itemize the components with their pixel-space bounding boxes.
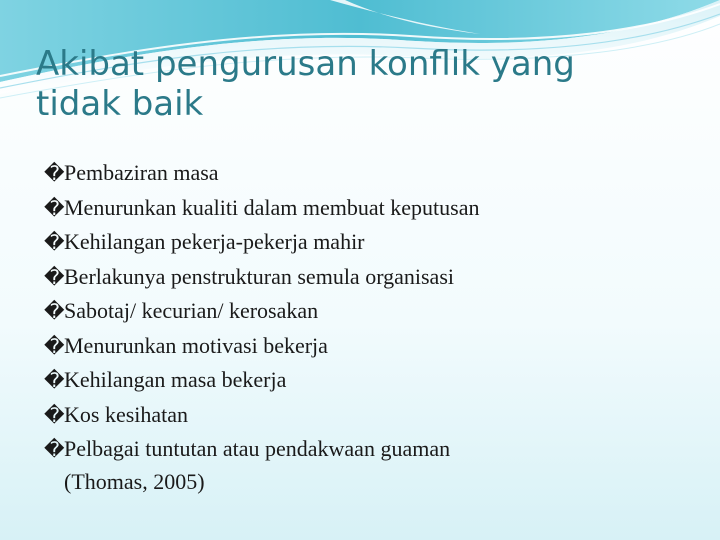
list-item bbox=[44, 329, 684, 364]
bullet-text: Kos kesihatan bbox=[64, 401, 189, 427]
bullet-text: Kehilangan masa bekerja bbox=[64, 367, 287, 392]
list-item bbox=[44, 191, 684, 226]
bullet-glyph-icon: � bbox=[44, 437, 65, 461]
bullet-glyph-icon: � bbox=[44, 368, 65, 392]
list-item bbox=[44, 363, 684, 398]
bullet-glyph-icon: � bbox=[44, 299, 65, 323]
bullet-glyph-icon: � bbox=[44, 230, 65, 254]
list-item bbox=[44, 260, 684, 295]
bullet-glyph-icon: � bbox=[44, 402, 65, 427]
citation-text: (Thomas, 2005) bbox=[64, 468, 205, 494]
bullet-text-with-citation bbox=[64, 432, 450, 497]
bullet-glyph-icon: � bbox=[44, 264, 65, 289]
list-item bbox=[44, 432, 684, 497]
bullet-text: Pembaziran masa bbox=[64, 160, 219, 185]
bullet-list bbox=[44, 156, 684, 497]
slide-title-line-2: tidak baik bbox=[36, 84, 204, 124]
list-item bbox=[44, 156, 684, 191]
bullet-text: Pelbagai tuntutan atau pendakwaan guaman bbox=[64, 436, 451, 461]
bullet-text: Kehilangan pekerja-pekerja mahir bbox=[64, 229, 365, 254]
slide-title-line-1: Akibat pengurusan konflik yang bbox=[36, 44, 575, 84]
bullet-text: Menurunkan kualiti dalam membuat keputusan bbox=[64, 194, 480, 220]
bullet-glyph-icon: � bbox=[44, 333, 65, 358]
bullet-glyph-icon: � bbox=[44, 195, 65, 220]
bullet-text: Menurunkan motivasi bekerja bbox=[64, 332, 328, 358]
list-item bbox=[44, 225, 684, 260]
slide-title bbox=[36, 44, 676, 124]
list-item bbox=[44, 398, 684, 433]
bullet-glyph-icon: � bbox=[44, 161, 65, 185]
list-item bbox=[44, 294, 684, 329]
bullet-text: Sabotaj/ kecurian/ kerosakan bbox=[64, 298, 319, 323]
bullet-text: Berlakunya penstrukturan semula organisasi bbox=[64, 263, 454, 289]
